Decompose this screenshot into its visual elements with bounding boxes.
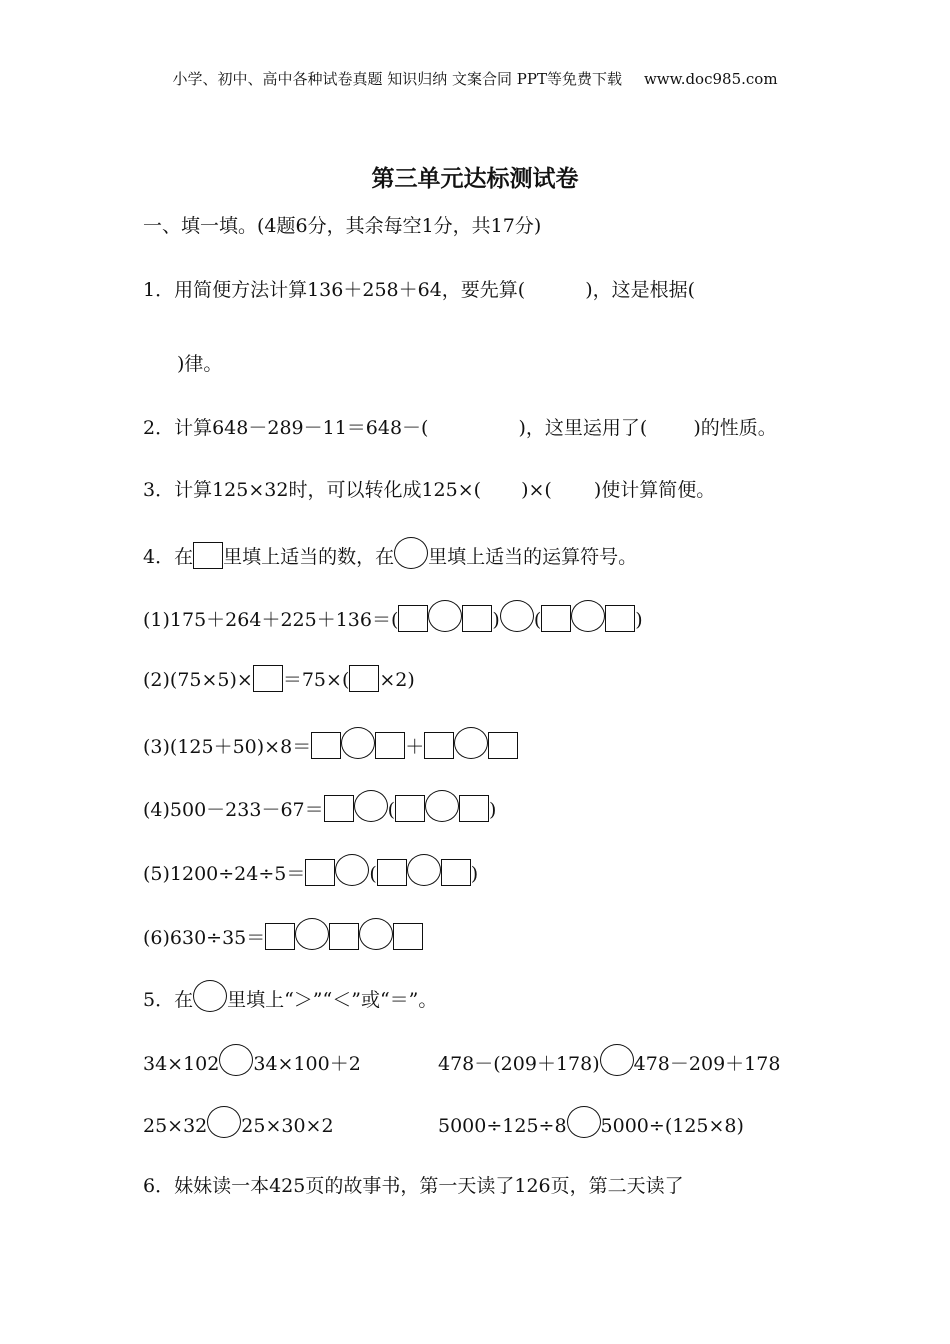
compare-right: 34×100＋2 <box>253 1053 361 1075</box>
question-4-2 <box>143 664 415 696</box>
answer-circle[interactable] <box>567 1106 601 1138</box>
answer-circle[interactable] <box>454 727 488 759</box>
q4-4-text-b: ( <box>387 799 396 821</box>
q1-text-c: )律。 <box>177 353 223 375</box>
q4-2-text-a: (2)(75×5)× <box>143 669 253 691</box>
question-3 <box>143 474 715 506</box>
q3-text-c: )使计算简便。 <box>593 479 716 501</box>
answer-circle[interactable] <box>571 600 605 632</box>
answer-circle[interactable] <box>335 854 369 886</box>
header-text: 小学、初中、高中各种试卷真题 知识归纳 文案合同 PPT等免费下载 <box>172 70 622 88</box>
section-heading: 一、填一填。(4题6分，其余每空1分，共17分) <box>143 215 542 237</box>
compare-left: 478－(209＋178) <box>438 1053 600 1075</box>
answer-box[interactable] <box>375 732 405 759</box>
q4-6-text-a: (6)630÷35＝ <box>143 927 266 949</box>
answer-box[interactable] <box>398 605 428 632</box>
compare-left: 34×102 <box>143 1053 220 1075</box>
q5-text-b: 里填上“＞”“＜”或“＝”。 <box>227 989 438 1011</box>
answer-circle[interactable] <box>359 918 393 950</box>
q4-4-text-a: (4)500－233－67＝ <box>143 799 324 821</box>
answer-circle[interactable] <box>425 790 459 822</box>
q4-text-b: 里填上适当的数，在 <box>223 546 395 568</box>
answer-box[interactable] <box>441 859 471 886</box>
answer-circle[interactable] <box>295 918 329 950</box>
answer-circle[interactable] <box>219 1044 253 1076</box>
question-4 <box>143 537 637 569</box>
answer-circle[interactable] <box>341 727 375 759</box>
q4-1-text-c: ( <box>533 609 542 631</box>
question-4-5 <box>143 854 478 886</box>
page-title: 第三单元达标测试卷 <box>371 166 579 192</box>
q4-text-a: 4．在 <box>143 546 194 568</box>
answer-box[interactable] <box>462 605 492 632</box>
answer-box[interactable] <box>541 605 571 632</box>
answer-box[interactable] <box>305 859 335 886</box>
compare-item <box>143 1106 334 1138</box>
answer-circle[interactable] <box>407 854 441 886</box>
question-4-6 <box>143 918 423 950</box>
question-6: 6．妹妹读一本425页的故事书，第一天读了126页，第二天读了 <box>143 1175 684 1197</box>
compare-item <box>438 1106 744 1138</box>
q3-text-b: )×( <box>521 479 552 501</box>
answer-circle[interactable] <box>354 790 388 822</box>
answer-box[interactable] <box>349 665 379 692</box>
header-url: www.doc985.com <box>643 70 778 88</box>
q4-3-text-a: (3)(125＋50)×8＝ <box>143 736 312 758</box>
question-4-4 <box>143 790 496 822</box>
q4-1-text-b: ) <box>492 609 500 631</box>
q4-5-text-b: ( <box>369 863 377 885</box>
answer-box[interactable] <box>605 605 635 632</box>
compare-item <box>438 1044 780 1076</box>
q2-text-b: )，这里运用了( <box>518 417 648 439</box>
question-4-1 <box>143 600 643 632</box>
answer-box[interactable] <box>253 665 283 692</box>
answer-box[interactable] <box>324 795 354 822</box>
answer-box[interactable] <box>393 923 423 950</box>
compare-right: 5000÷(125×8) <box>600 1115 744 1137</box>
q4-4-text-c: ) <box>489 799 497 821</box>
answer-box[interactable] <box>459 795 489 822</box>
q4-5-text-a: (5)1200÷24÷5＝ <box>143 863 306 885</box>
q4-2-text-b: ＝75×( <box>282 669 350 691</box>
answer-box[interactable] <box>311 732 341 759</box>
answer-box[interactable] <box>329 923 359 950</box>
q1-text-b: )，这是根据( <box>585 279 696 301</box>
answer-circle[interactable] <box>500 600 534 632</box>
q4-5-text-c: ) <box>470 863 479 885</box>
compare-right: 25×30×2 <box>241 1115 334 1137</box>
compare-item <box>143 1044 361 1076</box>
answer-circle[interactable] <box>207 1106 241 1138</box>
q4-2-text-c: ×2) <box>379 669 415 691</box>
answer-circle[interactable] <box>600 1044 634 1076</box>
q4-1-text-d: ) <box>635 609 643 631</box>
compare-left: 25×32 <box>143 1115 208 1137</box>
answer-box[interactable] <box>488 732 518 759</box>
answer-box[interactable] <box>395 795 425 822</box>
page-header <box>0 68 950 89</box>
answer-box[interactable] <box>265 923 295 950</box>
compare-left: 5000÷125÷8 <box>438 1115 567 1137</box>
question-2 <box>143 412 777 444</box>
answer-box[interactable] <box>424 732 454 759</box>
q4-3-text-b: ＋ <box>405 736 425 758</box>
q4-text-c: 里填上适当的运算符号。 <box>428 546 638 568</box>
q1-text-a: 1．用简便方法计算136＋258＋64，要先算( <box>143 279 526 301</box>
q3-text-a: 3．计算125×32时，可以转化成125×( <box>143 479 482 501</box>
answer-box[interactable] <box>377 859 407 886</box>
circle-icon <box>394 537 428 569</box>
question-1-cont <box>177 348 222 380</box>
q2-text-a: 2．计算648－289－11＝648－( <box>143 417 429 439</box>
question-1 <box>143 274 695 306</box>
answer-circle[interactable] <box>428 600 462 632</box>
question-4-3 <box>143 727 518 759</box>
q4-1-text-a: (1)175＋264＋225＋136＝( <box>143 609 399 631</box>
circle-icon <box>193 980 227 1012</box>
question-5 <box>143 980 437 1012</box>
q2-text-c: )的性质。 <box>693 417 777 439</box>
q5-text-a: 5．在 <box>143 989 194 1011</box>
square-icon <box>193 542 223 569</box>
compare-right: 478－209＋178 <box>633 1053 781 1075</box>
